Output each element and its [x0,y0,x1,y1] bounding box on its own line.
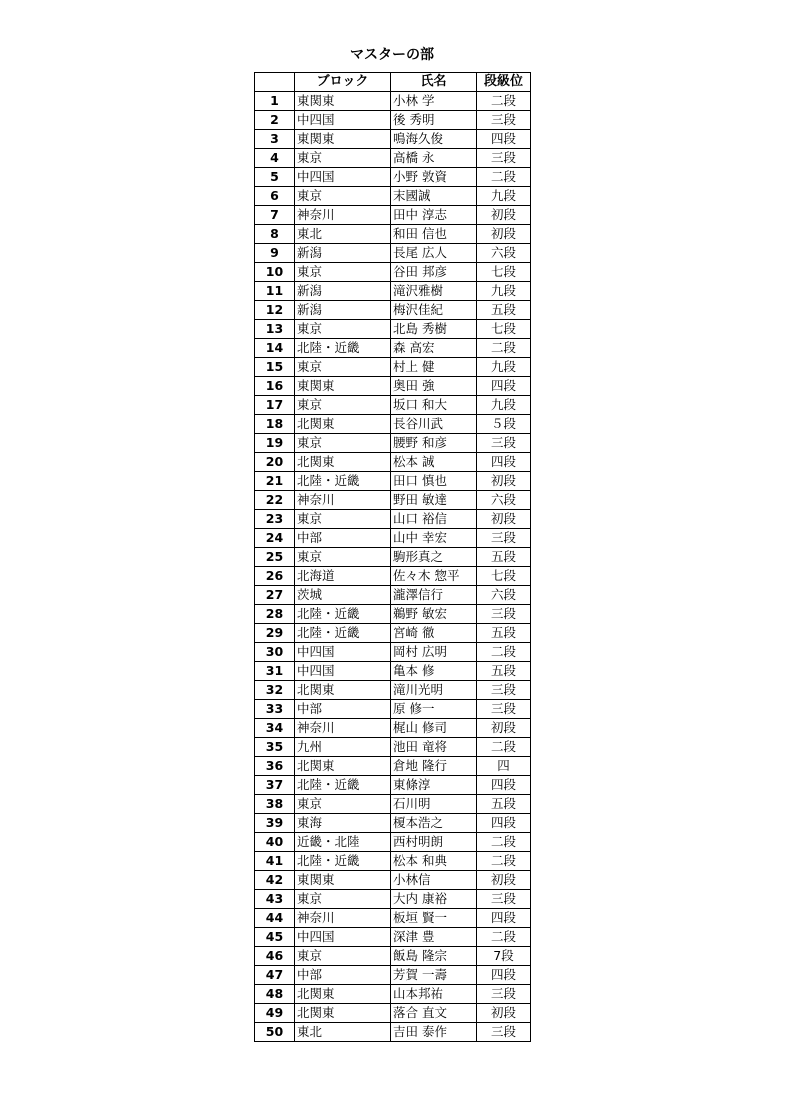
table-row [255,586,531,605]
block-cell: 九州 [295,738,391,757]
rank-cell: 三段 [477,681,531,700]
block-cell: 東京 [295,510,391,529]
table-row [255,700,531,719]
page-title: マスターの部 [350,47,434,63]
name-cell: 田口 慎也 [391,472,477,491]
block-cell: 東京 [295,947,391,966]
table-row [255,111,531,130]
table-row [255,415,531,434]
rank-cell: 初段 [477,1004,531,1023]
rank-cell: 七段 [477,567,531,586]
rank-cell: 四段 [477,130,531,149]
block-cell: 北陸・近畿 [295,624,391,643]
row-number: 9 [255,244,295,263]
block-cell: 東京 [295,320,391,339]
table-row [255,605,531,624]
rank-cell: 初段 [477,510,531,529]
rank-cell: 九段 [477,187,531,206]
rank-cell: 三段 [477,1023,531,1042]
rank-cell: 四段 [477,909,531,928]
name-cell: 山中 幸宏 [391,529,477,548]
block-cell: 東京 [295,263,391,282]
block-cell: 中四国 [295,111,391,130]
block-cell: 北陸・近畿 [295,605,391,624]
block-cell: 中部 [295,966,391,985]
row-number: 27 [255,586,295,605]
block-cell: 北関東 [295,985,391,1004]
name-cell: 西村明朗 [391,833,477,852]
rank-cell: 初段 [477,472,531,491]
rank-cell: 三段 [477,149,531,168]
row-number: 40 [255,833,295,852]
name-cell: 滝沢雅樹 [391,282,477,301]
name-cell: 松本 和典 [391,852,477,871]
row-number: 35 [255,738,295,757]
row-number: 32 [255,681,295,700]
block-cell: 中部 [295,529,391,548]
name-cell: 梶山 修司 [391,719,477,738]
table-row [255,149,531,168]
table-row [255,187,531,206]
block-cell: 東関東 [295,130,391,149]
table-row [255,263,531,282]
name-cell: 鳴海久俊 [391,130,477,149]
row-number: 34 [255,719,295,738]
row-number: 11 [255,282,295,301]
table-row [255,890,531,909]
row-number: 39 [255,814,295,833]
table-row [255,681,531,700]
name-cell: 宮崎 徹 [391,624,477,643]
name-cell: 池田 竜将 [391,738,477,757]
name-cell: 野田 敏達 [391,491,477,510]
row-number: 48 [255,985,295,1004]
row-number: 42 [255,871,295,890]
table-row [255,358,531,377]
name-cell: 滝川光明 [391,681,477,700]
row-number: 44 [255,909,295,928]
block-cell: 近畿・北陸 [295,833,391,852]
block-cell: 北関東 [295,453,391,472]
rank-cell: 二段 [477,339,531,358]
name-cell: 駒形真之 [391,548,477,567]
table-row [255,434,531,453]
name-cell: 和田 信也 [391,225,477,244]
row-number: 3 [255,130,295,149]
rank-cell: 六段 [477,244,531,263]
name-cell: 坂口 和大 [391,396,477,415]
name-cell: 梅沢佳紀 [391,301,477,320]
rank-cell: 六段 [477,586,531,605]
row-number: 6 [255,187,295,206]
block-cell: 北関東 [295,415,391,434]
rank-cell: 九段 [477,396,531,415]
table-row [255,206,531,225]
name-cell: 山本邦祐 [391,985,477,1004]
name-cell: 佐々木 惣平 [391,567,477,586]
table-row [255,985,531,1004]
block-cell: 東京 [295,187,391,206]
row-number: 28 [255,605,295,624]
block-cell: 東京 [295,396,391,415]
table-row [255,396,531,415]
name-cell: 東條淳 [391,776,477,795]
name-cell: 高橋 永 [391,149,477,168]
rank-cell: 二段 [477,833,531,852]
block-cell: 北陸・近畿 [295,339,391,358]
name-cell: 北島 秀樹 [391,320,477,339]
table-row [255,738,531,757]
rank-cell: 四段 [477,966,531,985]
name-cell: 大内 康裕 [391,890,477,909]
row-number: 13 [255,320,295,339]
rank-cell: 四段 [477,776,531,795]
header-block: ブロック [295,73,391,92]
name-cell: 奥田 強 [391,377,477,396]
row-number: 2 [255,111,295,130]
rank-cell: 初段 [477,225,531,244]
rank-cell: 五段 [477,624,531,643]
row-number: 38 [255,795,295,814]
name-cell: 小野 敦資 [391,168,477,187]
row-number: 30 [255,643,295,662]
rank-cell: 二段 [477,168,531,187]
header-number [255,73,295,92]
table-row [255,871,531,890]
rank-cell: 七段 [477,263,531,282]
rank-cell: 九段 [477,358,531,377]
block-cell: 中四国 [295,928,391,947]
block-cell: 茨城 [295,586,391,605]
block-cell: 新潟 [295,282,391,301]
table-row [255,529,531,548]
block-cell: 北陸・近畿 [295,472,391,491]
table-row [255,377,531,396]
rank-cell: 7段 [477,947,531,966]
row-number: 14 [255,339,295,358]
name-cell: 榎本浩之 [391,814,477,833]
rank-cell: 三段 [477,985,531,1004]
row-number: 36 [255,757,295,776]
table-row [255,624,531,643]
block-cell: 東関東 [295,377,391,396]
block-cell: 神奈川 [295,206,391,225]
row-number: 29 [255,624,295,643]
row-number: 18 [255,415,295,434]
table-row [255,320,531,339]
rank-cell: 三段 [477,434,531,453]
block-cell: 東京 [295,358,391,377]
block-cell: 新潟 [295,244,391,263]
rank-cell: 初段 [477,719,531,738]
block-cell: 東京 [295,795,391,814]
block-cell: 北関東 [295,757,391,776]
rank-cell: 五段 [477,795,531,814]
block-cell: 中部 [295,700,391,719]
row-number: 25 [255,548,295,567]
table-row [255,567,531,586]
row-number: 22 [255,491,295,510]
table-row [255,947,531,966]
block-cell: 東関東 [295,92,391,111]
block-cell: 東京 [295,890,391,909]
row-number: 19 [255,434,295,453]
name-cell: 田中 淳志 [391,206,477,225]
roster-body [255,92,531,1042]
rank-cell: 四段 [477,453,531,472]
rank-cell: 七段 [477,320,531,339]
rank-cell: 初段 [477,206,531,225]
block-cell: 東北 [295,225,391,244]
row-number: 31 [255,662,295,681]
name-cell: 石川明 [391,795,477,814]
block-cell: 中四国 [295,662,391,681]
table-row [255,776,531,795]
row-number: 46 [255,947,295,966]
row-number: 1 [255,92,295,111]
rank-cell: 五段 [477,662,531,681]
table-row [255,643,531,662]
row-number: 43 [255,890,295,909]
rank-cell: 三段 [477,700,531,719]
rank-cell: 二段 [477,92,531,111]
name-cell: 倉地 隆行 [391,757,477,776]
block-cell: 東京 [295,149,391,168]
rank-cell: 三段 [477,605,531,624]
table-row [255,548,531,567]
block-cell: 北陸・近畿 [295,776,391,795]
table-row [255,909,531,928]
roster-table [254,72,531,1042]
block-cell: 東京 [295,434,391,453]
block-cell: 神奈川 [295,719,391,738]
table-row [255,339,531,358]
name-cell: 松本 誠 [391,453,477,472]
name-cell: 谷田 邦彦 [391,263,477,282]
name-cell: 瀧澤信行 [391,586,477,605]
row-number: 12 [255,301,295,320]
table-row [255,244,531,263]
name-cell: 原 修一 [391,700,477,719]
block-cell: 北関東 [295,681,391,700]
rank-cell: 三段 [477,529,531,548]
row-number: 5 [255,168,295,187]
block-cell: 神奈川 [295,909,391,928]
table-row [255,757,531,776]
rank-cell: 四段 [477,814,531,833]
row-number: 17 [255,396,295,415]
name-cell: 小林信 [391,871,477,890]
table-row [255,510,531,529]
row-number: 24 [255,529,295,548]
table-row [255,719,531,738]
row-number: 16 [255,377,295,396]
rank-cell: 五段 [477,548,531,567]
name-cell: 長尾 広人 [391,244,477,263]
name-cell: 末國誠 [391,187,477,206]
rank-cell: ５段 [477,415,531,434]
block-cell: 東京 [295,548,391,567]
rank-cell: 九段 [477,282,531,301]
row-number: 47 [255,966,295,985]
rank-cell: 六段 [477,491,531,510]
table-row [255,282,531,301]
block-cell: 中四国 [295,643,391,662]
table-row [255,491,531,510]
rank-cell: 三段 [477,890,531,909]
table-row [255,301,531,320]
name-cell: 落合 直文 [391,1004,477,1023]
name-cell: 飯島 隆宗 [391,947,477,966]
rank-cell: 四段 [477,377,531,396]
row-number: 50 [255,1023,295,1042]
row-number: 23 [255,510,295,529]
table-row [255,795,531,814]
table-row [255,130,531,149]
table-row [255,472,531,491]
header-name: 氏名 [391,73,477,92]
row-number: 10 [255,263,295,282]
name-cell: 板垣 賢一 [391,909,477,928]
table-row [255,966,531,985]
table-row [255,168,531,187]
row-number: 41 [255,852,295,871]
rank-cell: 初段 [477,871,531,890]
name-cell: 後 秀明 [391,111,477,130]
rank-cell: 四 [477,757,531,776]
header-row [255,73,531,92]
table-row [255,1023,531,1042]
rank-cell: 二段 [477,738,531,757]
row-number: 20 [255,453,295,472]
table-row [255,453,531,472]
name-cell: 岡村 広明 [391,643,477,662]
block-cell: 北海道 [295,567,391,586]
name-cell: 長谷川武 [391,415,477,434]
name-cell: 鵜野 敏宏 [391,605,477,624]
block-cell: 神奈川 [295,491,391,510]
block-cell: 東関東 [295,871,391,890]
block-cell: 中四国 [295,168,391,187]
row-number: 26 [255,567,295,586]
rank-cell: 二段 [477,928,531,947]
table-row [255,852,531,871]
name-cell: 亀本 修 [391,662,477,681]
rank-cell: 二段 [477,852,531,871]
name-cell: 深津 豊 [391,928,477,947]
block-cell: 北陸・近畿 [295,852,391,871]
table-row [255,814,531,833]
table-row [255,92,531,111]
name-cell: 小林 学 [391,92,477,111]
rank-cell: 二段 [477,643,531,662]
table-row [255,1004,531,1023]
rank-cell: 三段 [477,111,531,130]
row-number: 8 [255,225,295,244]
name-cell: 村上 健 [391,358,477,377]
row-number: 49 [255,1004,295,1023]
name-cell: 山口 裕信 [391,510,477,529]
name-cell: 吉田 泰作 [391,1023,477,1042]
block-cell: 東北 [295,1023,391,1042]
table-row [255,225,531,244]
rank-cell: 五段 [477,301,531,320]
header-rank: 段級位 [477,73,531,92]
table-row [255,662,531,681]
block-cell: 東海 [295,814,391,833]
table-row [255,833,531,852]
row-number: 7 [255,206,295,225]
block-cell: 新潟 [295,301,391,320]
row-number: 15 [255,358,295,377]
row-number: 4 [255,149,295,168]
table-row [255,928,531,947]
row-number: 45 [255,928,295,947]
row-number: 37 [255,776,295,795]
name-cell: 森 高宏 [391,339,477,358]
name-cell: 芳賀 一壽 [391,966,477,985]
row-number: 21 [255,472,295,491]
name-cell: 腰野 和彦 [391,434,477,453]
row-number: 33 [255,700,295,719]
block-cell: 北関東 [295,1004,391,1023]
